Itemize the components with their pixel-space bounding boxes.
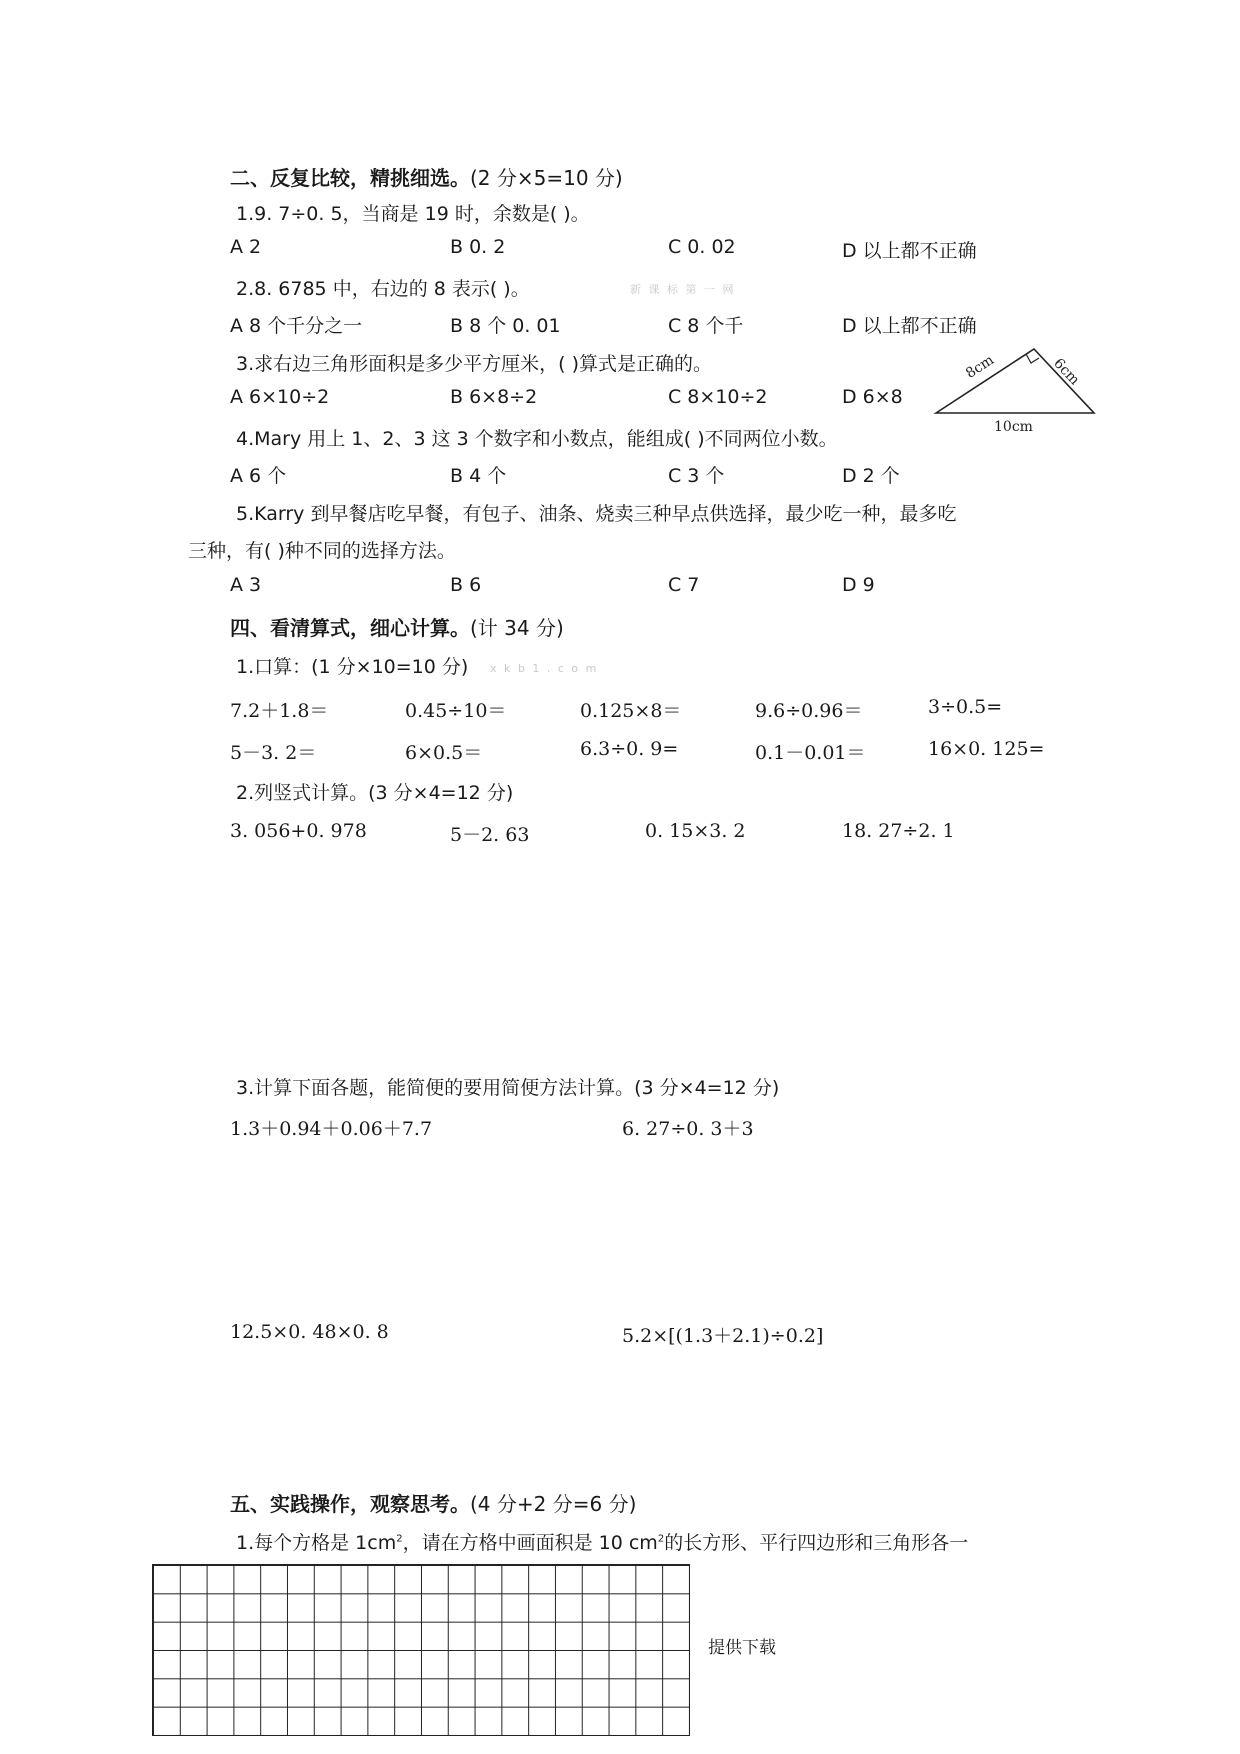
superscript: 2 <box>657 1533 665 1545</box>
mental-math-item: 7.2＋1.8＝ <box>230 700 329 722</box>
simplify-calc-item: 1.3＋0.94＋0.06＋7.7 <box>230 1118 433 1140</box>
question-5: 5.Karry 到早餐店吃早餐，有包子、油条、烧卖三种早点供选择，最少吃一种，最多吃 <box>236 503 957 525</box>
section-2-heading <box>230 162 623 191</box>
practice-q1-part-c: 的长方形、平行四边形和三角形各一 <box>664 1532 969 1554</box>
option-c: C 3 个 <box>668 465 725 487</box>
section-5-score: (4 分+2 分=6 分) <box>470 1492 637 1516</box>
option-b: B 4 个 <box>450 465 507 487</box>
watermark-text: x k b 1 . c o m <box>490 662 599 675</box>
mental-math-item: 0.45÷10＝ <box>405 700 507 722</box>
mental-math-item: 6.3÷0. 9= <box>580 738 679 760</box>
base-label-10cm: 10cm <box>994 419 1033 435</box>
question-4: 4.Mary 用上 1、2、3 这 3 个数字和小数点，能组成( )不同两位小数。 <box>236 428 838 450</box>
option-d: D 以上都不正确 <box>842 240 977 262</box>
option-c: C 7 <box>668 574 700 596</box>
option-a: A 2 <box>230 236 262 258</box>
vertical-calc-item: 0. 15×3. 2 <box>645 820 746 842</box>
option-d: D 2 个 <box>842 465 900 487</box>
mental-math-item: 6×0.5＝ <box>405 742 483 764</box>
side-label-8cm: 8cm <box>963 352 997 382</box>
part-1-title: 1.口算：(1 分×10=10 分) <box>236 656 469 678</box>
superscript: 2 <box>396 1533 403 1545</box>
mental-math-item: 9.6÷0.96＝ <box>755 700 863 722</box>
vertical-calc-item: 18. 27÷2. 1 <box>842 820 955 842</box>
side-label-6cm: 6cm <box>1050 355 1083 389</box>
section-2-title: 二、反复比较，精挑细选。 <box>230 166 470 190</box>
option-d: D 以上都不正确 <box>842 315 977 337</box>
mental-math-item: 0.125×8＝ <box>580 700 682 722</box>
section-5-title: 五、实践操作，观察思考。 <box>230 1492 470 1516</box>
practice-question-1 <box>236 1528 968 1555</box>
practice-q1-part-a: 1.每个方格是 1cm <box>236 1532 397 1554</box>
mental-math-item: 16×0. 125= <box>928 738 1045 760</box>
option-b: B 6 <box>450 574 482 596</box>
option-c: C 8 个千 <box>668 315 744 337</box>
section-4-score: (计 34 分) <box>470 616 564 640</box>
watermark-text: 新 课 标 第 一 网 <box>630 283 736 296</box>
question-5-line2: 三种，有( )种不同的选择方法。 <box>188 540 456 562</box>
simplify-calc-item: 12.5×0. 48×0. 8 <box>230 1321 389 1343</box>
option-a: A 8 个千分之一 <box>230 315 363 337</box>
option-c: C 8×10÷2 <box>668 386 768 408</box>
right-angle-mark <box>1026 354 1039 363</box>
section-5-heading <box>230 1488 636 1517</box>
section-4-heading <box>230 612 564 641</box>
mental-math-item: 3÷0.5= <box>928 696 1003 718</box>
simplify-calc-item: 5.2×[(1.3＋2.1)÷0.2] <box>622 1325 824 1347</box>
option-a: A 3 <box>230 574 262 596</box>
option-b: B 6×8÷2 <box>450 386 538 408</box>
triangle-figure <box>930 335 1100 435</box>
practice-q1-part-b: ，请在方格中画面积是 10 cm <box>402 1532 658 1554</box>
option-b: B 0. 2 <box>450 236 506 258</box>
option-c: C 0. 02 <box>668 236 736 258</box>
option-a: A 6 个 <box>230 465 287 487</box>
option-b: B 8 个 0. 01 <box>450 315 561 337</box>
part-2-title: 2.列竖式计算。(3 分×4=12 分) <box>236 782 514 804</box>
mental-math-item: 0.1－0.01＝ <box>755 742 866 764</box>
question-1: 1.9. 7÷0. 5，当商是 19 时，余数是( )。 <box>236 203 590 225</box>
mental-math-item: 5－3. 2＝ <box>230 742 317 764</box>
option-d: D 6×8 <box>842 386 903 408</box>
section-4-title: 四、看清算式，细心计算。 <box>230 616 470 640</box>
question-3: 3.求右边三角形面积是多少平方厘米，( )算式是正确的。 <box>236 353 712 375</box>
question-2: 2.8. 6785 中，右边的 8 表示( )。 <box>236 278 530 300</box>
vertical-calc-item: 5－2. 63 <box>450 824 530 846</box>
part-3-title: 3.计算下面各题，能简便的要用简便方法计算。(3 分×4=12 分) <box>236 1077 780 1099</box>
option-a: A 6×10÷2 <box>230 386 330 408</box>
drawing-grid[interactable] <box>152 1564 690 1736</box>
section-2-score: (2 分×5=10 分) <box>470 166 623 190</box>
side-note: 提供下载 <box>708 1638 776 1658</box>
option-d: D 9 <box>842 574 875 596</box>
simplify-calc-item: 6. 27÷0. 3＋3 <box>622 1118 754 1140</box>
vertical-calc-item: 3. 056+0. 978 <box>230 820 367 842</box>
